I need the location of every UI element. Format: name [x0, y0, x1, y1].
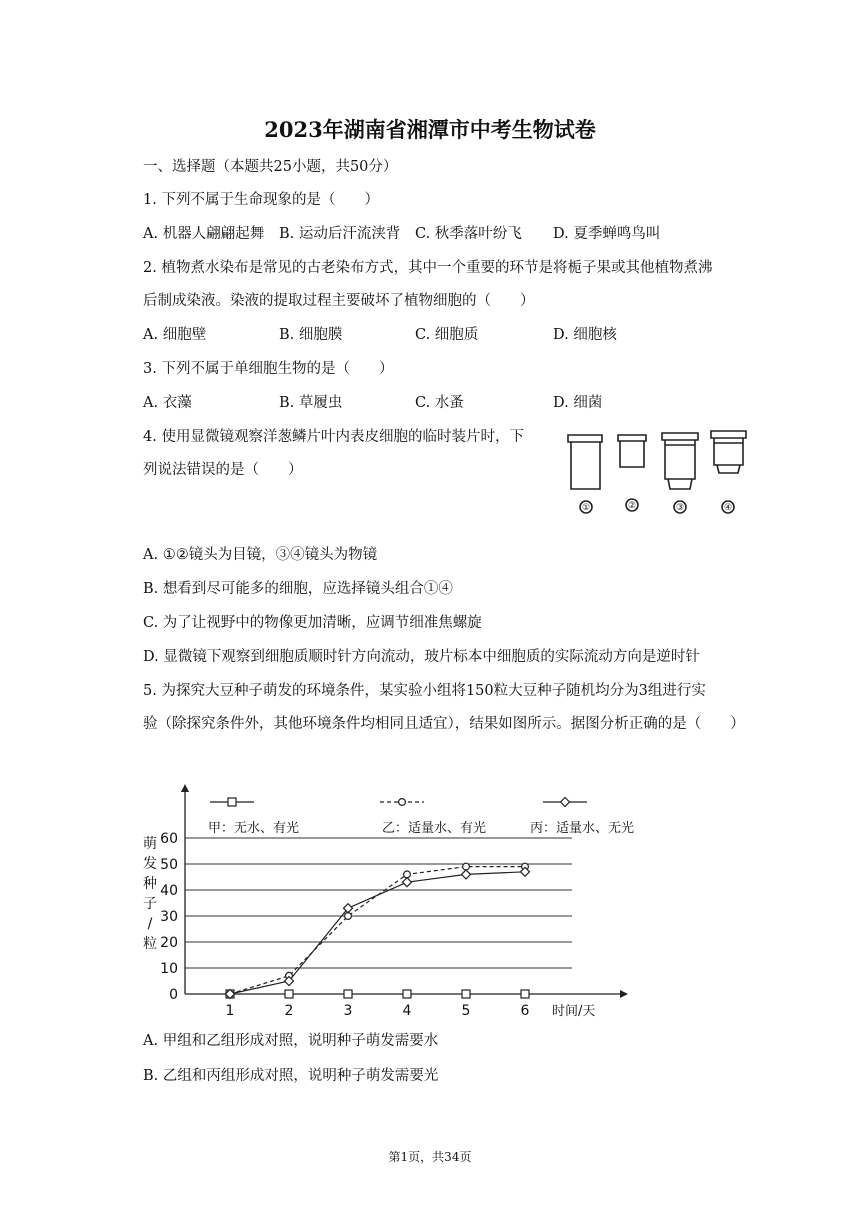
series-0-point-3: [344, 990, 352, 998]
q3-stem: 3. 下列不属于单细胞生物的是（ ）: [143, 361, 394, 377]
lens-label-4: ④: [723, 503, 733, 513]
y-tick-label-50: 50: [160, 857, 178, 873]
x-tick-label-2: 2: [284, 1003, 294, 1019]
series-2-point-4: [403, 878, 412, 887]
y-tick-label-60: 60: [160, 831, 178, 847]
q2-option-a[interactable]: A. 细胞壁: [143, 327, 207, 343]
lens-label-3: ③: [675, 503, 685, 513]
q1-stem: 1. 下列不属于生命现象的是（ ）: [143, 192, 379, 208]
series-0-point-4: [403, 990, 411, 998]
y-axis-label-char-4: /: [147, 916, 153, 932]
x-tick-label-1: 1: [225, 1003, 235, 1019]
q5-option-a[interactable]: A. 甲组和乙组形成对照，说明种子萌发需要水: [143, 1033, 439, 1049]
legend-label-1: 乙：适量水、有光: [382, 821, 487, 836]
q2-stem-line1: 2. 植物煮水染布是常见的古老染布方式，其中一个重要的环节是将栀子果或其他植物煮沸: [143, 260, 713, 276]
q4-option-a[interactable]: A. ①②镜头为目镜，③④镜头为物镜: [143, 547, 378, 563]
series-1-point-5: [463, 863, 470, 870]
series-1-point-3: [345, 913, 352, 920]
y-tick-label-10: 10: [160, 961, 178, 977]
legend-marker-1: [399, 799, 406, 806]
y-axis-label-char-0: 萌: [143, 836, 157, 852]
y-axis-label-char-3: 子: [143, 896, 157, 912]
series-line-1: [230, 867, 525, 994]
legend-marker-0: [228, 798, 236, 806]
legend-marker-2: [561, 798, 570, 807]
y-tick-label-0: 0: [169, 987, 178, 1003]
legend-label-0: 甲：无水、有光: [208, 821, 300, 836]
x-axis-arrow: [620, 990, 628, 998]
q1-option-a[interactable]: A. 机器人翩翩起舞: [143, 226, 265, 242]
x-tick-label-4: 4: [402, 1003, 412, 1019]
q4-option-d[interactable]: D. 显微镜下观察到细胞质顺时针方向流动，玻片标本中细胞质的实际流动方向是逆时针: [143, 649, 700, 665]
x-tick-label-6: 6: [520, 1003, 530, 1019]
q1-option-d[interactable]: D. 夏季蝉鸣鸟叫: [553, 226, 661, 242]
q3-options: [143, 393, 783, 413]
q3-option-d[interactable]: D. 细菌: [553, 395, 603, 411]
legend-label-2: 丙：适量水、无光: [530, 821, 635, 836]
page-title: 2023年湖南省湘潭市中考生物试卷: [264, 117, 596, 142]
q1-option-c[interactable]: C. 秋季落叶纷飞: [415, 226, 522, 242]
series-0-point-6: [521, 990, 529, 998]
y-axis-label-char-5: 粒: [143, 936, 157, 952]
series-0-point-5: [462, 990, 470, 998]
series-1-point-4: [404, 871, 411, 878]
q5-option-b[interactable]: B. 乙组和丙组形成对照，说明种子萌发需要光: [143, 1068, 439, 1084]
y-tick-label-30: 30: [160, 909, 178, 925]
q5-stem-line2: 验（除探究条件外，其他环境条件均相同且适宜），结果如图所示。据图分析正确的是（ ）: [143, 716, 745, 732]
q3-option-a[interactable]: A. 衣藻: [143, 395, 192, 411]
q2-option-b[interactable]: B. 细胞膜: [279, 327, 343, 343]
lens-1-eyepiece-long: [568, 435, 602, 489]
series-0-point-2: [285, 990, 293, 998]
x-axis-label: 时间/天: [552, 1004, 596, 1019]
y-tick-label-20: 20: [160, 935, 178, 951]
y-tick-label-40: 40: [160, 883, 178, 899]
section-heading: 一、选择题（本题共25小题，共50分）: [143, 159, 398, 175]
lens-3-objective-long: [662, 433, 698, 489]
q3-option-b[interactable]: B. 草履虫: [279, 395, 343, 411]
page-footer: 第1页，共34页: [388, 1150, 472, 1164]
q4-option-b[interactable]: B. 想看到尽可能多的细胞，应选择镜头组合①④: [143, 581, 453, 597]
lens-label-1: ①: [581, 503, 591, 513]
q2-stem-line2: 后制成染液。染液的提取过程主要破坏了植物细胞的（ ）: [143, 293, 535, 309]
lens-4-objective-short: [711, 431, 746, 473]
lens-label-2: ②: [627, 501, 637, 511]
q1-options: [143, 224, 783, 244]
q5-stem-line1: 5. 为探究大豆种子萌发的环境条件，某实验小组将150粒大豆种子随机均分为3组进行实: [143, 683, 706, 699]
y-axis-label-char-1: 发: [143, 856, 157, 872]
germination-chart: [140, 780, 640, 1025]
microscope-lenses-figure: [562, 425, 762, 517]
series-2-point-5: [462, 870, 471, 879]
q2-option-d[interactable]: D. 细胞核: [553, 327, 617, 343]
q4-option-c[interactable]: C. 为了让视野中的物像更加清晰，应调节细准焦螺旋: [143, 615, 482, 631]
q2-option-c[interactable]: C. 细胞质: [415, 327, 479, 343]
q4-stem-line1: 4. 使用显微镜观察洋葱鳞片叶内表皮细胞的临时装片时，下: [143, 429, 524, 445]
y-axis-arrow: [181, 784, 189, 792]
q4-stem-line2: 列说法错误的是（ ）: [143, 462, 303, 478]
q2-options: [143, 325, 783, 345]
q3-option-c[interactable]: C. 水蚤: [415, 395, 464, 411]
y-axis-label-char-2: 种: [143, 876, 157, 892]
lens-2-eyepiece-short: [618, 435, 646, 467]
x-tick-label-3: 3: [343, 1003, 353, 1019]
q1-option-b[interactable]: B. 运动后汗流浃背: [279, 226, 401, 242]
x-tick-label-5: 5: [461, 1003, 471, 1019]
